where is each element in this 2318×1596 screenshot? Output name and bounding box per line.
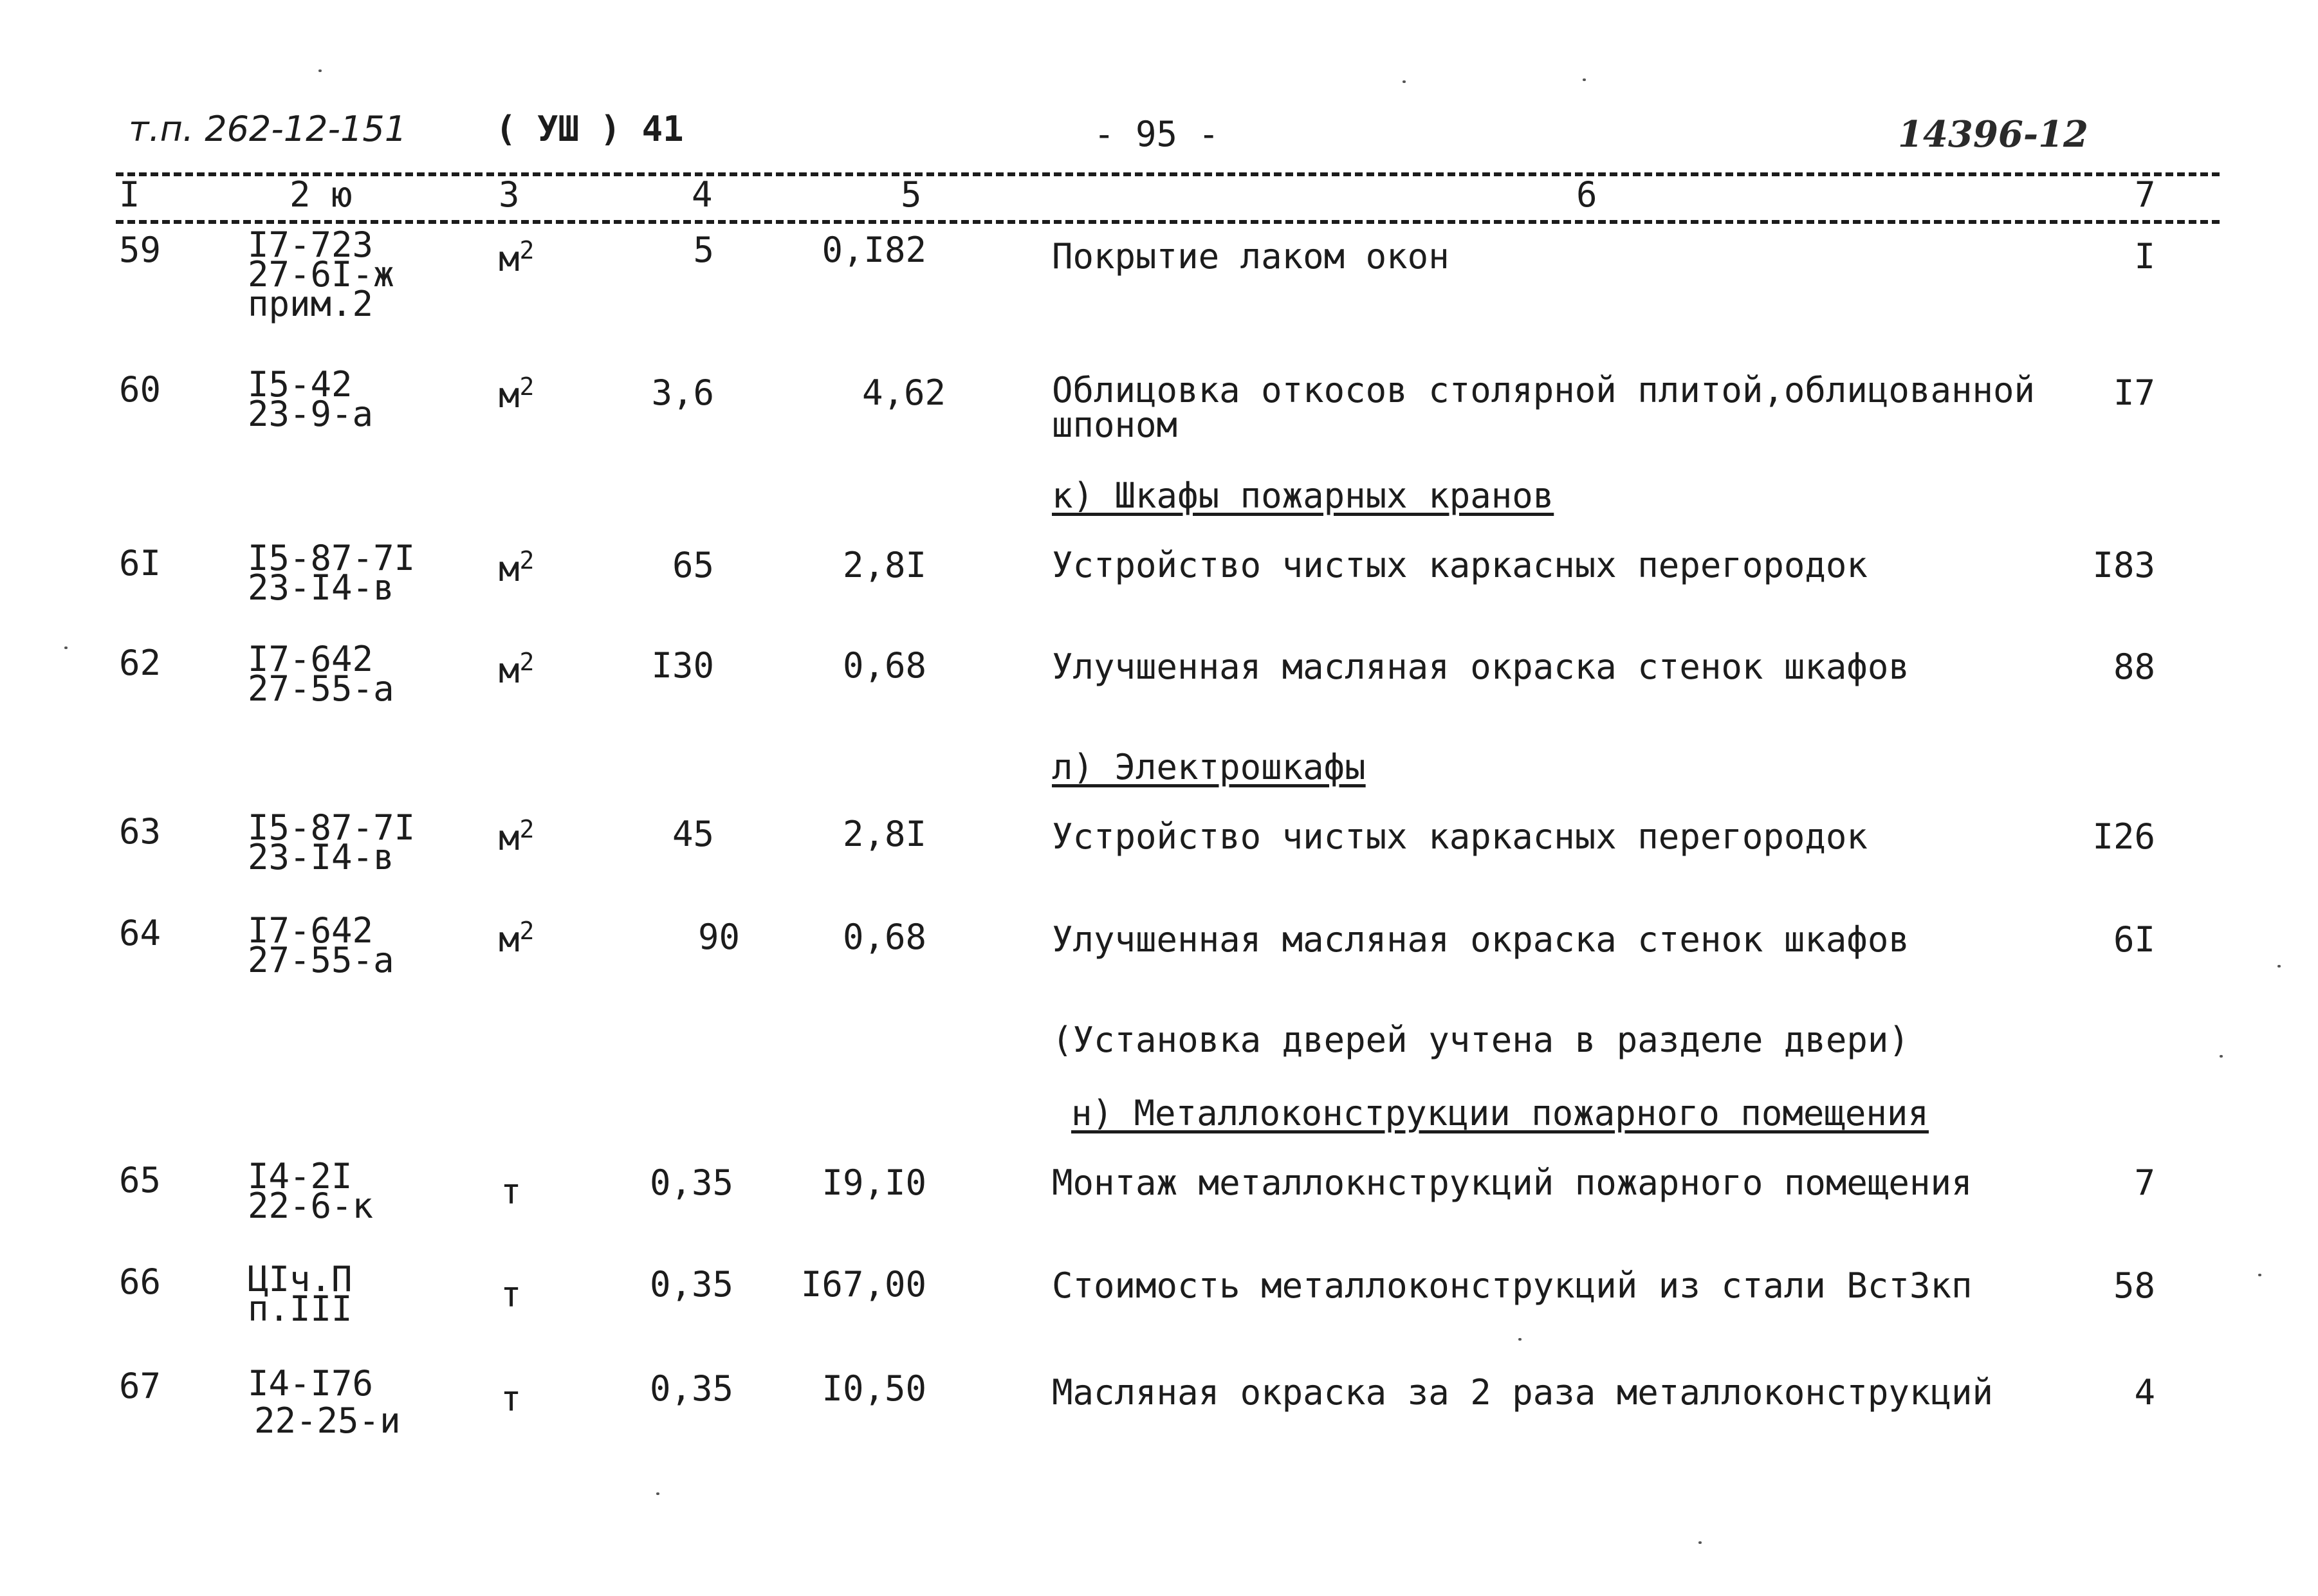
row-65-qty: 0,35 xyxy=(649,1162,733,1203)
col-3-header: 3 xyxy=(499,174,520,215)
row-62-number: 62 xyxy=(119,643,161,683)
row-66-desc: Стоимость металлоконструкций из стали ВстЗкп xyxy=(1052,1265,1973,1306)
row-59-number: 59 xyxy=(119,230,161,270)
row-64-number: 64 xyxy=(119,913,161,953)
row-65-unit-text: т xyxy=(501,1171,522,1212)
scan-speck xyxy=(64,647,68,649)
row-64-price: 0,68 xyxy=(842,917,926,957)
row-59-unit-text: м xyxy=(499,239,520,279)
row-59-total: I xyxy=(2134,236,2155,277)
row-66-number: 66 xyxy=(119,1261,161,1302)
row-59-unit xyxy=(499,230,534,279)
row-60-code-2: 23-9-а xyxy=(248,394,374,434)
row-61-unit-text: м xyxy=(499,549,520,589)
row-66-qty: 0,35 xyxy=(649,1264,733,1305)
row-60-unit-text: м xyxy=(499,375,520,416)
row-64-desc: Улучшенная масляная окраска стенок шкафов xyxy=(1052,919,1909,960)
row-65-unit xyxy=(501,1163,522,1212)
row-67-desc: Масляная окраска за 2 раза металлоконструкций xyxy=(1052,1372,1993,1413)
row-61-desc: Устройство чистых каркасных перегородок xyxy=(1052,545,1868,585)
scan-speck xyxy=(2220,1055,2223,1058)
scan-speck xyxy=(656,1492,659,1495)
col-5-header: 5 xyxy=(901,174,922,215)
row-66-code-1: ЦIч.П xyxy=(248,1259,353,1299)
section-k-heading: к) Шкафы пожарных кранов xyxy=(1052,475,1554,516)
row-64-code-2: 27-55-а xyxy=(248,940,394,980)
row-63-unit xyxy=(499,809,534,858)
scan-speck xyxy=(1698,1541,1702,1544)
row-67-total: 4 xyxy=(2134,1372,2155,1413)
row-67-number: 67 xyxy=(119,1366,161,1406)
row-61-unit-sup: 2 xyxy=(519,546,535,574)
row-65-price: I9,I0 xyxy=(822,1162,926,1203)
row-65-total: 7 xyxy=(2134,1162,2155,1203)
row-65-code-1: I4-2I xyxy=(248,1156,353,1197)
row-62-total: 88 xyxy=(2113,647,2155,687)
col-2-header: 2 ю xyxy=(290,174,353,215)
row-61-total: I83 xyxy=(2092,545,2155,585)
row-62-code-2: 27-55-а xyxy=(248,668,394,709)
row-60-code-1: I5-42 xyxy=(248,364,353,405)
row-67-unit xyxy=(501,1370,522,1419)
row-63-number: 63 xyxy=(119,811,161,852)
row-60-unit-sup: 2 xyxy=(519,372,535,401)
row-59-code-1: I7-723 xyxy=(248,225,374,265)
header-rule-top xyxy=(116,172,2220,176)
row-64-code-1: I7-642 xyxy=(248,910,374,951)
row-67-unit-text: т xyxy=(501,1379,522,1419)
row-60-desc-1: Облицовка откосов столярной плитой,облицованной xyxy=(1052,370,2036,410)
row-60-number: 60 xyxy=(119,369,161,410)
row-66-unit-text: т xyxy=(501,1274,522,1315)
section-l-heading: л) Электрошкафы xyxy=(1052,747,1366,787)
section-n-heading: н) Металлоконструкции пожарного помещения xyxy=(1071,1093,1929,1133)
row-67-qty: 0,35 xyxy=(649,1368,733,1409)
row-60-desc-2: шпоном xyxy=(1052,405,1178,445)
scan-speck xyxy=(1403,80,1406,83)
row-67-code-1: I4-I76 xyxy=(248,1363,374,1404)
row-61-code-2: 23-I4-в xyxy=(248,567,394,608)
row-59-unit-sup: 2 xyxy=(519,236,535,264)
section-code: ( УШ ) 41 xyxy=(495,109,684,149)
row-63-unit-sup: 2 xyxy=(519,815,535,843)
page-number: - 95 - xyxy=(1094,114,1220,154)
row-64-unit xyxy=(499,911,534,960)
col-6-header: 6 xyxy=(1576,174,1597,215)
row-62-desc: Улучшенная масляная окраска стенок шкафов xyxy=(1052,647,1909,687)
scan-speck xyxy=(2258,1274,2261,1276)
row-64-unit-sup: 2 xyxy=(519,917,535,945)
row-61-qty: 65 xyxy=(672,545,714,585)
scan-speck xyxy=(2277,965,2281,968)
row-63-unit-text: м xyxy=(499,818,520,858)
row-64-qty: 90 xyxy=(697,917,740,957)
doc-ref xyxy=(129,109,407,149)
row-61-code-1: I5-87-7I xyxy=(248,538,416,578)
row-59-price: 0,I82 xyxy=(822,230,926,270)
col-1-header: I xyxy=(119,174,140,215)
row-63-code-1: I5-87-7I xyxy=(248,807,416,848)
row-63-total: I26 xyxy=(2092,816,2155,857)
row-60-price: 4,62 xyxy=(861,372,946,413)
row-66-unit xyxy=(501,1266,522,1315)
row-62-code-1: I7-642 xyxy=(248,639,374,679)
row-67-price: I0,50 xyxy=(822,1368,926,1409)
row-65-number: 65 xyxy=(119,1160,161,1200)
row-61-number: 6I xyxy=(119,543,161,583)
col-7-header: 7 xyxy=(2135,174,2156,215)
row-64-total: 6I xyxy=(2113,919,2155,960)
doors-note: (Установка дверей учтена в разделе двери) xyxy=(1052,1020,1909,1060)
row-61-unit xyxy=(499,540,534,589)
row-59-desc: Покрытие лаком окон xyxy=(1052,236,1449,277)
row-59-code-3: прим.2 xyxy=(248,284,374,324)
row-63-price: 2,8I xyxy=(842,814,926,854)
row-59-qty: 5 xyxy=(693,230,714,270)
doc-ref-text: т.п. 262-12-151 xyxy=(129,109,407,149)
row-62-unit-sup: 2 xyxy=(519,648,535,676)
row-63-desc: Устройство чистых каркасных перегородок xyxy=(1052,816,1868,857)
row-67-code-2: 22-25-и xyxy=(254,1400,401,1441)
col-4-header: 4 xyxy=(692,174,713,215)
row-59-code-2: 27-6I-ж xyxy=(248,254,394,295)
row-62-qty: I30 xyxy=(651,645,714,686)
row-63-qty: 45 xyxy=(672,814,714,854)
row-66-price: I67,00 xyxy=(800,1264,926,1305)
stamp-number: 14396-12 xyxy=(1898,113,2088,156)
row-62-price: 0,68 xyxy=(842,645,926,686)
row-66-total: 58 xyxy=(2113,1265,2155,1306)
row-61-price: 2,8I xyxy=(842,545,926,585)
row-60-qty: 3,6 xyxy=(651,372,714,413)
row-65-desc: Монтаж металлокнструкций пожарного помещения xyxy=(1052,1162,1973,1203)
row-66-code-2: п.III xyxy=(248,1289,353,1329)
header-rule-bottom xyxy=(116,220,2220,224)
row-60-unit xyxy=(499,367,534,416)
row-63-code-2: 23-I4-в xyxy=(248,837,394,877)
row-60-total: I7 xyxy=(2113,372,2155,413)
row-62-unit xyxy=(499,642,534,691)
row-65-code-2: 22-6-к xyxy=(248,1186,374,1226)
row-62-unit-text: м xyxy=(499,650,520,691)
scan-speck xyxy=(1518,1338,1522,1341)
scan-speck xyxy=(318,69,322,72)
row-64-unit-text: м xyxy=(499,919,520,960)
scan-speck xyxy=(1583,78,1586,81)
